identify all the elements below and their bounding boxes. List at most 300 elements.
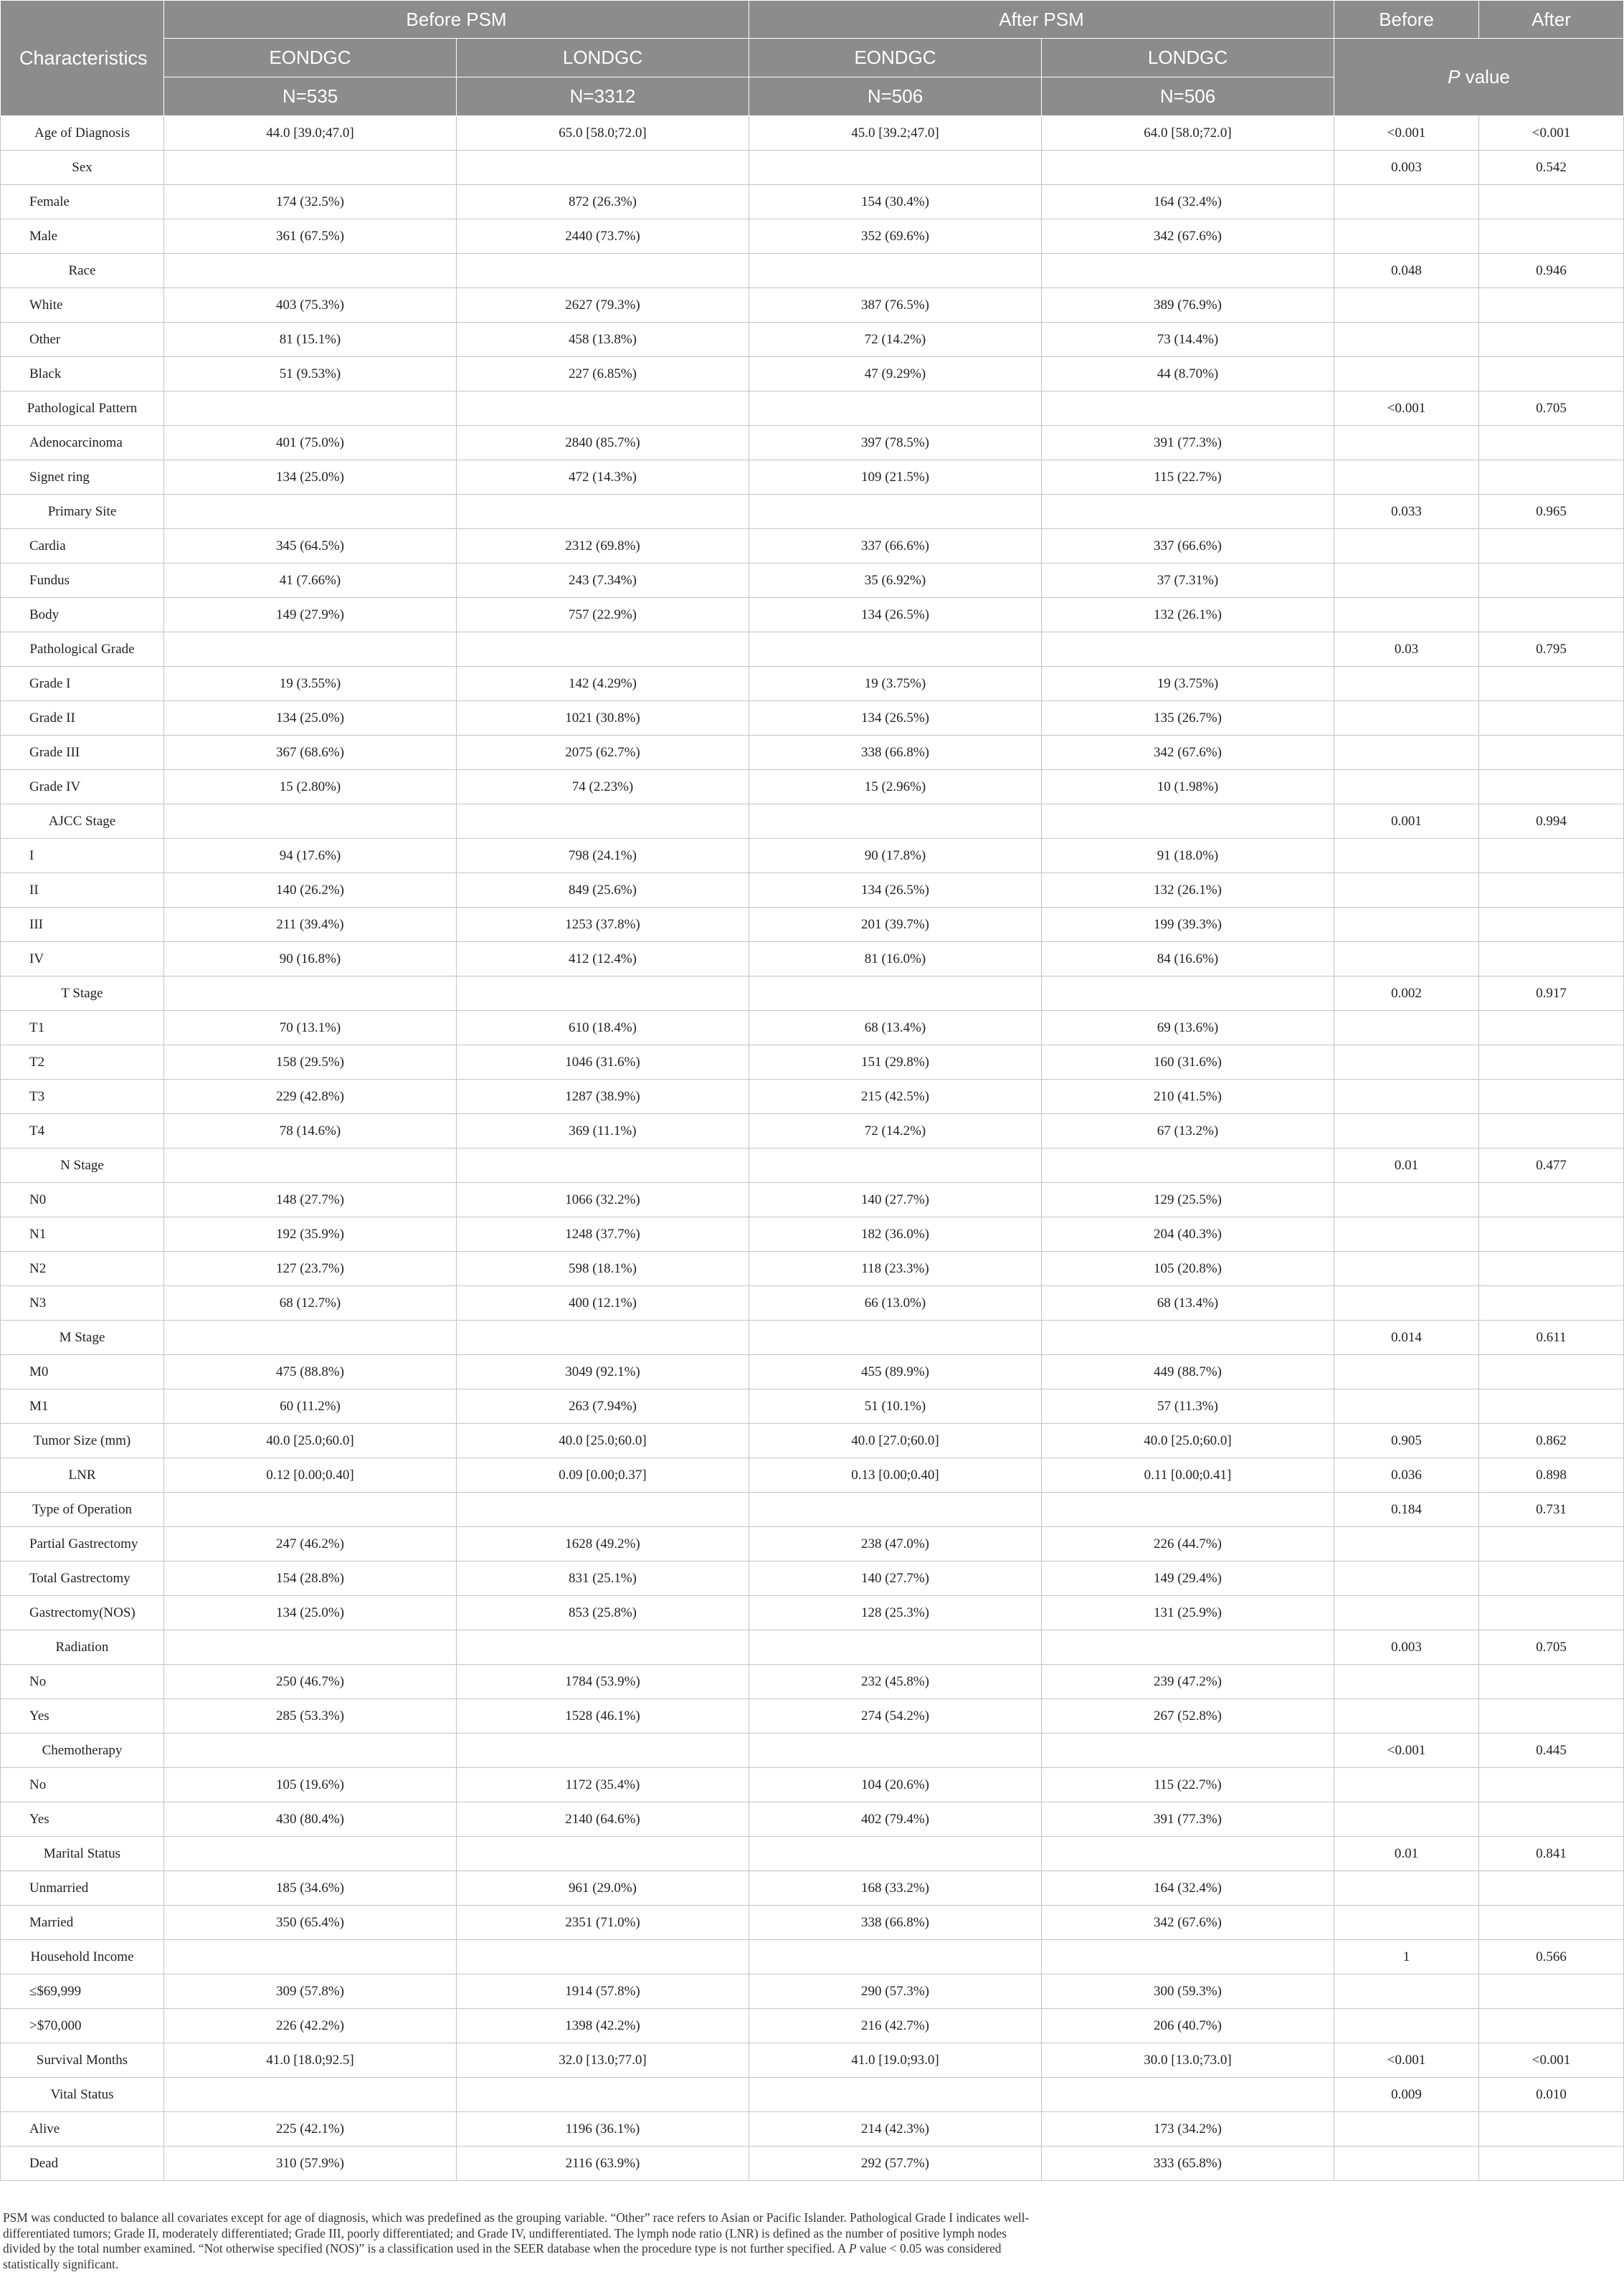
table-cell-value <box>164 1940 457 1974</box>
table-cell-p-value: 0.946 <box>1479 254 1624 288</box>
table-cell-value <box>457 1493 749 1527</box>
table-cell-value: 475 (88.8%) <box>164 1355 457 1389</box>
table-cell-p-value <box>1334 1114 1479 1149</box>
category-label: Black <box>1 357 164 391</box>
variable-label: Radiation <box>1 1630 164 1665</box>
table-cell-value: 132 (26.1%) <box>1042 598 1334 632</box>
table-body <box>1 116 1624 2181</box>
category-label: IV <box>1 942 164 976</box>
table-cell-value: 610 (18.4%) <box>457 1011 749 1045</box>
table-cell-value <box>749 391 1042 426</box>
table-cell-value: 2312 (69.8%) <box>457 529 749 564</box>
table-cell-p-value <box>1479 1906 1624 1940</box>
category-label: N2 <box>1 1252 164 1286</box>
table-cell-value: 60 (11.2%) <box>164 1389 457 1424</box>
table-cell-p-value: <0.001 <box>1334 116 1479 151</box>
table-cell-p-value <box>1479 839 1624 873</box>
table-cell-value: 51 (10.1%) <box>749 1389 1042 1424</box>
variable-label: Chemotherapy <box>1 1734 164 1768</box>
table-cell-value: 148 (27.7%) <box>164 1183 457 1217</box>
table-cell-p-value <box>1334 1562 1479 1596</box>
footnote-p-letter: P <box>848 2241 857 2256</box>
table-cell-p-value <box>1334 1080 1479 1114</box>
table-cell-p-value: 0.003 <box>1334 151 1479 185</box>
table-cell-value: 1914 (57.8%) <box>457 1974 749 2009</box>
category-label: Cardia <box>1 529 164 564</box>
table-cell-value: 140 (26.2%) <box>164 873 457 908</box>
category-label: Grade II <box>1 701 164 736</box>
variable-label: LNR <box>1 1458 164 1493</box>
table-cell-p-value: 0.001 <box>1334 804 1479 839</box>
table-cell-value: 19 (3.75%) <box>749 667 1042 701</box>
table-row <box>1 1252 1624 1286</box>
table-row <box>1 942 1624 976</box>
table-cell-value <box>457 1149 749 1183</box>
table-row <box>1 1286 1624 1321</box>
table-cell-p-value <box>1479 288 1624 323</box>
table-row <box>1 1080 1624 1114</box>
table-cell-p-value: 0.014 <box>1334 1321 1479 1355</box>
table-cell-p-value: 0.003 <box>1334 1630 1479 1665</box>
variable-label: Marital Status <box>1 1837 164 1871</box>
table-cell-value: 68 (13.4%) <box>749 1011 1042 1045</box>
table-cell-p-value <box>1334 1802 1479 1837</box>
header-p-value-suffix: value <box>1460 66 1510 87</box>
table-cell-p-value: 1 <box>1334 1940 1479 1974</box>
table-cell-value: 2440 (73.7%) <box>457 219 749 254</box>
table-cell-value: 226 (44.7%) <box>1042 1527 1334 1562</box>
table-cell-value: 400 (12.1%) <box>457 1286 749 1321</box>
table-cell-value: 40.0 [25.0;60.0] <box>164 1424 457 1458</box>
header-after-psm: After PSM <box>749 1 1334 39</box>
table-cell-value: 2140 (64.6%) <box>457 1802 749 1837</box>
table-cell-value: 57 (11.3%) <box>1042 1389 1334 1424</box>
table-cell-p-value <box>1479 942 1624 976</box>
variable-label: Tumor Size (mm) <box>1 1424 164 1458</box>
table-cell-value: 40.0 [25.0;60.0] <box>457 1424 749 1458</box>
table-row <box>1 564 1624 598</box>
table-cell-value <box>749 632 1042 667</box>
table-cell-value <box>164 151 457 185</box>
table-cell-p-value <box>1479 1802 1624 1837</box>
table-cell-value: 310 (57.9%) <box>164 2147 457 2181</box>
table-cell-value: 134 (25.0%) <box>164 460 457 495</box>
table-row <box>1 391 1624 426</box>
category-label: Gastrectomy(NOS) <box>1 1596 164 1630</box>
table-cell-value <box>1042 976 1334 1011</box>
table-cell-p-value <box>1479 1011 1624 1045</box>
table-cell-value: 458 (13.8%) <box>457 323 749 357</box>
variable-label: Household Income <box>1 1940 164 1974</box>
table-cell-value: 72 (14.2%) <box>749 1114 1042 1149</box>
table-cell-value: 158 (29.5%) <box>164 1045 457 1080</box>
header-count: N=3312 <box>457 77 749 116</box>
table-cell-p-value <box>1479 1217 1624 1252</box>
table-cell-value: 290 (57.3%) <box>749 1974 1042 2009</box>
table-cell-value: 350 (65.4%) <box>164 1906 457 1940</box>
table-cell-p-value: 0.731 <box>1479 1493 1624 1527</box>
category-label: ≤$69,999 <box>1 1974 164 2009</box>
table-row <box>1 254 1624 288</box>
table-cell-value <box>1042 1837 1334 1871</box>
table-cell-value: 65.0 [58.0;72.0] <box>457 116 749 151</box>
table-cell-p-value <box>1479 667 1624 701</box>
table-cell-p-value <box>1334 667 1479 701</box>
header-before: Before <box>1334 1 1479 39</box>
table-cell-value <box>1042 1734 1334 1768</box>
table-cell-p-value: 0.905 <box>1334 1424 1479 1458</box>
table-cell-value: 274 (54.2%) <box>749 1699 1042 1734</box>
table-row <box>1 288 1624 323</box>
table-cell-p-value <box>1334 2147 1479 2181</box>
table-cell-value: 345 (64.5%) <box>164 529 457 564</box>
table-cell-p-value <box>1334 908 1479 942</box>
table-cell-value <box>457 804 749 839</box>
table-cell-value <box>749 804 1042 839</box>
table-cell-value: 247 (46.2%) <box>164 1527 457 1562</box>
table-cell-value <box>457 495 749 529</box>
table-cell-value: 64.0 [58.0;72.0] <box>1042 116 1334 151</box>
table-cell-value: 342 (67.6%) <box>1042 736 1334 770</box>
table-row <box>1 1183 1624 1217</box>
table-row <box>1 1321 1624 1355</box>
table-cell-value: 115 (22.7%) <box>1042 460 1334 495</box>
table-cell-p-value: 0.033 <box>1334 495 1479 529</box>
table-cell-value: 19 (3.55%) <box>164 667 457 701</box>
table-cell-value: 81 (16.0%) <box>749 942 1042 976</box>
table-cell-p-value <box>1334 323 1479 357</box>
category-label: Married <box>1 1906 164 1940</box>
table-row <box>1 1699 1624 1734</box>
table-cell-value: 238 (47.0%) <box>749 1527 1042 1562</box>
table-cell-value <box>457 632 749 667</box>
table-cell-value <box>1042 632 1334 667</box>
variable-label: N Stage <box>1 1149 164 1183</box>
table-row <box>1 151 1624 185</box>
table-cell-value <box>749 2078 1042 2112</box>
table-cell-value <box>457 1630 749 1665</box>
table-cell-value <box>749 1734 1042 1768</box>
table-cell-value <box>1042 391 1334 426</box>
table-cell-value: 72 (14.2%) <box>749 323 1042 357</box>
variable-label: Type of Operation <box>1 1493 164 1527</box>
table-cell-value: 872 (26.3%) <box>457 185 749 219</box>
table-cell-value: 41.0 [19.0;93.0] <box>749 2043 1042 2078</box>
table-cell-value: 1784 (53.9%) <box>457 1665 749 1699</box>
table-cell-value <box>457 1837 749 1871</box>
table-cell-value: 412 (12.4%) <box>457 942 749 976</box>
table-cell-value: 0.13 [0.00;0.40] <box>749 1458 1042 1493</box>
table-row <box>1 1665 1624 1699</box>
table-cell-value: 227 (6.85%) <box>457 357 749 391</box>
table-row <box>1 116 1624 151</box>
table-cell-p-value <box>1334 1906 1479 1940</box>
table-cell-value: 73 (14.4%) <box>1042 323 1334 357</box>
table-cell-value: 199 (39.3%) <box>1042 908 1334 942</box>
table-row <box>1 2043 1624 2078</box>
table-cell-value <box>749 254 1042 288</box>
table-cell-value <box>164 804 457 839</box>
table-cell-value <box>164 1493 457 1527</box>
table-cell-value <box>1042 2078 1334 2112</box>
table-cell-value: 134 (26.5%) <box>749 873 1042 908</box>
table-cell-value: 342 (67.6%) <box>1042 1906 1334 1940</box>
table-cell-value: 0.12 [0.00;0.40] <box>164 1458 457 1493</box>
table-cell-p-value <box>1479 2112 1624 2147</box>
table-cell-value: 391 (77.3%) <box>1042 426 1334 460</box>
table-cell-p-value <box>1479 1114 1624 1149</box>
table-cell-p-value <box>1479 2147 1624 2181</box>
table-cell-p-value <box>1334 2112 1479 2147</box>
table-cell-value <box>457 976 749 1011</box>
table-row <box>1 632 1624 667</box>
table-cell-value: 961 (29.0%) <box>457 1871 749 1906</box>
table-cell-value: 15 (2.80%) <box>164 770 457 804</box>
table-row <box>1 598 1624 632</box>
table-cell-value: 37 (7.31%) <box>1042 564 1334 598</box>
table-cell-value <box>164 1837 457 1871</box>
table-cell-p-value <box>1479 1355 1624 1389</box>
table-cell-p-value <box>1334 426 1479 460</box>
table-cell-value: 164 (32.4%) <box>1042 1871 1334 1906</box>
table-cell-p-value: 0.862 <box>1479 1424 1624 1458</box>
table-cell-value <box>1042 1940 1334 1974</box>
category-label: Dead <box>1 2147 164 2181</box>
table-cell-p-value <box>1479 1389 1624 1424</box>
table-cell-value <box>457 1321 749 1355</box>
category-label: Grade IV <box>1 770 164 804</box>
table-cell-value: 134 (25.0%) <box>164 701 457 736</box>
table-row <box>1 804 1624 839</box>
category-label: Adenocarcinoma <box>1 426 164 460</box>
table-row <box>1 873 1624 908</box>
table-cell-value: 132 (26.1%) <box>1042 873 1334 908</box>
table-cell-value: 402 (79.4%) <box>749 1802 1042 1837</box>
table-cell-p-value <box>1334 1665 1479 1699</box>
table-cell-value: 134 (26.5%) <box>749 701 1042 736</box>
table-row <box>1 1458 1624 1493</box>
category-label: T1 <box>1 1011 164 1045</box>
table-row <box>1 1355 1624 1389</box>
table-cell-value <box>164 254 457 288</box>
table-cell-p-value <box>1334 770 1479 804</box>
table-cell-p-value <box>1479 529 1624 564</box>
table-cell-value <box>1042 495 1334 529</box>
table-cell-value <box>1042 254 1334 288</box>
table-cell-p-value <box>1479 1286 1624 1321</box>
table-cell-value: 338 (66.8%) <box>749 1906 1042 1940</box>
table-cell-value: 361 (67.5%) <box>164 219 457 254</box>
table-cell-value: 67 (13.2%) <box>1042 1114 1334 1149</box>
table-cell-value: 91 (18.0%) <box>1042 839 1334 873</box>
table-cell-value <box>457 391 749 426</box>
table-cell-p-value <box>1334 1011 1479 1045</box>
table-cell-value <box>749 1493 1042 1527</box>
table-cell-value <box>164 632 457 667</box>
table-cell-p-value <box>1334 1183 1479 1217</box>
table-cell-value: 2840 (85.7%) <box>457 426 749 460</box>
table-cell-p-value <box>1334 598 1479 632</box>
table-cell-p-value: 0.705 <box>1479 391 1624 426</box>
table-row <box>1 1011 1624 1045</box>
table-cell-value: 105 (20.8%) <box>1042 1252 1334 1286</box>
table-cell-value <box>749 976 1042 1011</box>
table-cell-value: 292 (57.7%) <box>749 2147 1042 2181</box>
table-row <box>1 2147 1624 2181</box>
table-cell-value: 129 (25.5%) <box>1042 1183 1334 1217</box>
table-cell-value: 387 (76.5%) <box>749 288 1042 323</box>
table-cell-value <box>1042 151 1334 185</box>
table-cell-p-value <box>1334 1045 1479 1080</box>
table-cell-value: 225 (42.1%) <box>164 2112 457 2147</box>
table-row <box>1 1802 1624 1837</box>
table-cell-p-value <box>1334 357 1479 391</box>
table-cell-p-value: 0.611 <box>1479 1321 1624 1355</box>
footnote-main: PSM was conducted to balance all covariates except for age of diagnosis, which was predefined as the grouping variable. “Other” race refers to Asian or Pacific Islander. Pathological Grade I indicates well-differentiated tumors; Grade II, moderately differentiated; Grade III, poorly differentiated; and Grade IV, undifferentiated. The lymph node ratio (LNR) is defined as the number of positive lymph nodes divided by the total number examined. “Not otherwise specified (NOS)” is a classification used in the SEER database when the procedure type is not further specified. A <box>3 2210 1030 2256</box>
table-cell-value: 182 (36.0%) <box>749 1217 1042 1252</box>
table-row <box>1 1493 1624 1527</box>
variable-label: AJCC Stage <box>1 804 164 839</box>
table-cell-value: 1248 (37.7%) <box>457 1217 749 1252</box>
table-row <box>1 1871 1624 1906</box>
table-cell-p-value <box>1479 2009 1624 2043</box>
category-label: No <box>1 1665 164 1699</box>
table-cell-p-value: <0.001 <box>1334 1734 1479 1768</box>
table-cell-p-value: 0.048 <box>1334 254 1479 288</box>
table-cell-p-value: 0.184 <box>1334 1493 1479 1527</box>
category-label: Male <box>1 219 164 254</box>
table-cell-p-value <box>1479 1596 1624 1630</box>
table-cell-value <box>749 1630 1042 1665</box>
table-cell-value: 397 (78.5%) <box>749 426 1042 460</box>
table-cell-value <box>457 1734 749 1768</box>
table-cell-value <box>457 151 749 185</box>
table-cell-value: 2351 (71.0%) <box>457 1906 749 1940</box>
table-cell-value: 798 (24.1%) <box>457 839 749 873</box>
table-cell-p-value <box>1334 529 1479 564</box>
category-label: M0 <box>1 1355 164 1389</box>
table-row <box>1 1768 1624 1802</box>
table-cell-p-value <box>1479 701 1624 736</box>
category-label: T2 <box>1 1045 164 1080</box>
category-label: N0 <box>1 1183 164 1217</box>
table-cell-value: 68 (12.7%) <box>164 1286 457 1321</box>
table-cell-value: 853 (25.8%) <box>457 1596 749 1630</box>
table-cell-p-value <box>1334 1596 1479 1630</box>
table-cell-value: 45.0 [39.2;47.0] <box>749 116 1042 151</box>
table-cell-value: 352 (69.6%) <box>749 219 1042 254</box>
table-cell-value: 267 (52.8%) <box>1042 1699 1334 1734</box>
table-cell-p-value <box>1334 1286 1479 1321</box>
table-cell-value: 367 (68.6%) <box>164 736 457 770</box>
table-cell-value: 115 (22.7%) <box>1042 1768 1334 1802</box>
table-cell-p-value <box>1479 873 1624 908</box>
table-cell-p-value: 0.445 <box>1479 1734 1624 1768</box>
variable-label: Survival Months <box>1 2043 164 2078</box>
table-cell-value <box>749 1940 1042 1974</box>
table-cell-p-value: 0.965 <box>1479 495 1624 529</box>
table-cell-value: 69 (13.6%) <box>1042 1011 1334 1045</box>
table-cell-p-value: 0.917 <box>1479 976 1624 1011</box>
table-cell-p-value: 0.01 <box>1334 1149 1479 1183</box>
table-cell-p-value <box>1479 1974 1624 2009</box>
category-label: N1 <box>1 1217 164 1252</box>
footnote-tail: value < 0.05 was considered statistically significant. <box>3 2241 1002 2271</box>
table-cell-value: 118 (23.3%) <box>749 1252 1042 1286</box>
table-cell-value: 300 (59.3%) <box>1042 1974 1334 2009</box>
category-label: I <box>1 839 164 873</box>
table-cell-value: 15 (2.96%) <box>749 770 1042 804</box>
table-cell-value <box>164 391 457 426</box>
table-row <box>1 357 1624 391</box>
category-label: Grade I <box>1 667 164 701</box>
table-cell-p-value <box>1479 1768 1624 1802</box>
table-cell-value: 168 (33.2%) <box>749 1871 1042 1906</box>
table-cell-p-value <box>1334 701 1479 736</box>
table-cell-value <box>164 1321 457 1355</box>
table-cell-value: 68 (13.4%) <box>1042 1286 1334 1321</box>
table-cell-value: 32.0 [13.0;77.0] <box>457 2043 749 2078</box>
table-cell-value <box>749 495 1042 529</box>
table-row <box>1 460 1624 495</box>
variable-label: T Stage <box>1 976 164 1011</box>
table-cell-value: 10 (1.98%) <box>1042 770 1334 804</box>
table-cell-value: 44 (8.70%) <box>1042 357 1334 391</box>
category-label: Yes <box>1 1699 164 1734</box>
table-cell-value: 214 (42.3%) <box>749 2112 1042 2147</box>
table-cell-p-value <box>1334 1252 1479 1286</box>
table-row <box>1 736 1624 770</box>
table-cell-value: 104 (20.6%) <box>749 1768 1042 1802</box>
table-cell-value: 210 (41.5%) <box>1042 1080 1334 1114</box>
table-cell-p-value <box>1334 185 1479 219</box>
table-cell-value: 127 (23.7%) <box>164 1252 457 1286</box>
category-label: >$70,000 <box>1 2009 164 2043</box>
variable-label: Age of Diagnosis <box>1 116 164 151</box>
table-cell-value: 140 (27.7%) <box>749 1183 1042 1217</box>
table-cell-value: 1066 (32.2%) <box>457 1183 749 1217</box>
table-cell-value: 232 (45.8%) <box>749 1665 1042 1699</box>
table-cell-value: 149 (29.4%) <box>1042 1562 1334 1596</box>
table-cell-value: 44.0 [39.0;47.0] <box>164 116 457 151</box>
table-cell-value: 134 (26.5%) <box>749 598 1042 632</box>
table-cell-p-value <box>1334 839 1479 873</box>
table-cell-p-value <box>1334 1527 1479 1562</box>
table-row <box>1 2112 1624 2147</box>
category-label: II <box>1 873 164 908</box>
table-cell-value: 131 (25.9%) <box>1042 1596 1334 1630</box>
table-cell-value: 285 (53.3%) <box>164 1699 457 1734</box>
table-row <box>1 219 1624 254</box>
table-cell-value: 598 (18.1%) <box>457 1252 749 1286</box>
table-cell-value: 201 (39.7%) <box>749 908 1042 942</box>
table-cell-value: 3049 (92.1%) <box>457 1355 749 1389</box>
table-cell-value: 1172 (35.4%) <box>457 1768 749 1802</box>
table-cell-value: 30.0 [13.0;73.0] <box>1042 2043 1334 2078</box>
table-cell-value: 1628 (49.2%) <box>457 1527 749 1562</box>
header-after: After <box>1479 1 1624 39</box>
table-cell-p-value <box>1334 564 1479 598</box>
table-cell-value: 338 (66.8%) <box>749 736 1042 770</box>
table-row <box>1 2009 1624 2043</box>
table-cell-value: 449 (88.7%) <box>1042 1355 1334 1389</box>
header-before-psm: Before PSM <box>164 1 749 39</box>
table-cell-p-value: 0.994 <box>1479 804 1624 839</box>
table-cell-p-value <box>1334 1871 1479 1906</box>
table-cell-value: 309 (57.8%) <box>164 1974 457 2009</box>
table-cell-p-value: 0.542 <box>1479 151 1624 185</box>
table-cell-value <box>164 495 457 529</box>
